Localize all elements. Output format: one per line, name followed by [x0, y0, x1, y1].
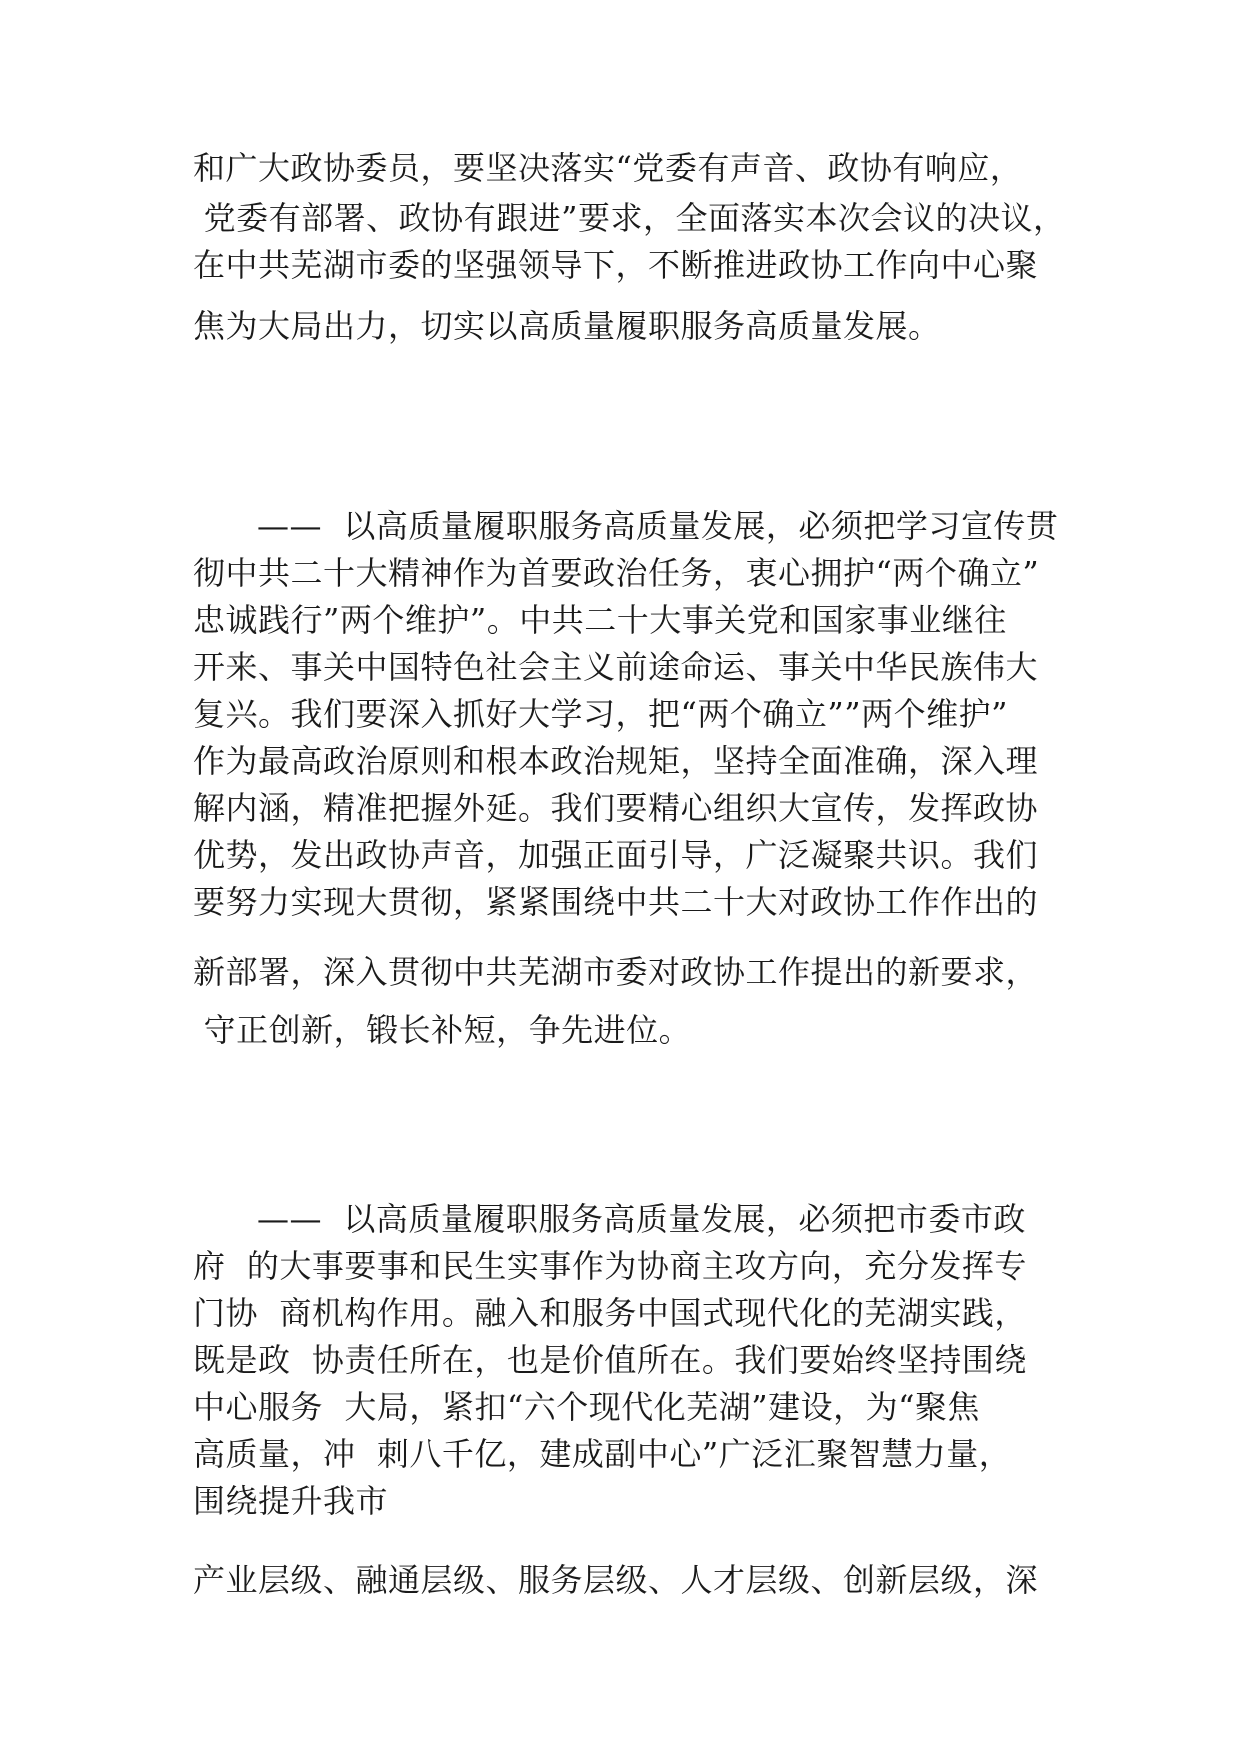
paragraph-3-line-5: 中心服务 大局，紧扣“六个现代化芜湖”建设，为“聚焦 — [193, 1388, 980, 1426]
paragraph-1-line-2: 党委有部署、政协有跟进”要求，全面落实本次会议的决议， — [193, 199, 1066, 237]
paragraph-2-line-4: 开来、事关中国特色社会主义前途命运、事关中华民族伟大 — [193, 648, 1039, 686]
paragraph-1-line-4: 焦为大局出力，切实以高质量履职服务高质量发展。 — [193, 307, 941, 345]
paragraph-3-line-2: 府 的大事要事和民生实事作为协商主攻方向，充分发挥专 — [193, 1247, 1027, 1285]
paragraph-2-line-10: 新部署，深入贯彻中共芜湖市委对政协工作提出的新要求， — [193, 953, 1039, 991]
paragraph-3-line-8: 产业层级、融通层级、服务层级、人才层级、创新层级，深 — [193, 1561, 1039, 1599]
paragraph-2-line-2: 彻中共二十大精神作为首要政治任务，衷心拥护“两个确立” — [193, 554, 1040, 592]
paragraph-2-line-1: —— 以高质量履职服务高质量发展，必须把学习宣传贯 — [193, 507, 1059, 545]
paragraph-3-line-3: 门协 商机构作用。融入和服务中国式现代化的芜湖实践， — [193, 1294, 1027, 1332]
paragraph-3-line-4: 既是政 协责任所在，也是价值所在。我们要始终坚持围绕 — [193, 1341, 1027, 1379]
paragraph-2-line-8: 优势，发出政协声音，加强正面引导，广泛凝聚共识。我们 — [193, 836, 1039, 874]
paragraph-1-line-3: 在中共芜湖市委的坚强领导下，不断推进政协工作向中心聚 — [193, 246, 1039, 284]
paragraph-3-line-6: 高质量，冲 刺八千亿，建成副中心”广泛汇聚智慧力量， — [193, 1435, 1012, 1473]
paragraph-1-line-1: 和广大政协委员，要坚决落实“党委有声音、政协有响应， — [193, 149, 1023, 187]
paragraph-3-line-7: 围绕提升我市 — [193, 1482, 389, 1520]
paragraph-2-line-7: 解内涵，精准把握外延。我们要精心组织大宣传，发挥政协 — [193, 789, 1039, 827]
paragraph-2-line-6: 作为最高政治原则和根本政治规矩，坚持全面准确，深入理 — [193, 742, 1039, 780]
paragraph-2-line-9: 要努力实现大贯彻，紧紧围绕中共二十大对政协工作作出的 — [193, 883, 1039, 921]
paragraph-2-line-11: 守正创新，锻长补短，争先进位。 — [193, 1011, 692, 1049]
paragraph-2-line-5: 复兴。我们要深入抓好大学习，把“两个确立””两个维护” — [193, 695, 1008, 733]
paragraph-2-line-3: 忠诚践行”两个维护”。中共二十大事关党和国家事业继往 — [193, 601, 1007, 639]
paragraph-3-line-1: —— 以高质量履职服务高质量发展，必须把市委市政 — [193, 1200, 1026, 1238]
